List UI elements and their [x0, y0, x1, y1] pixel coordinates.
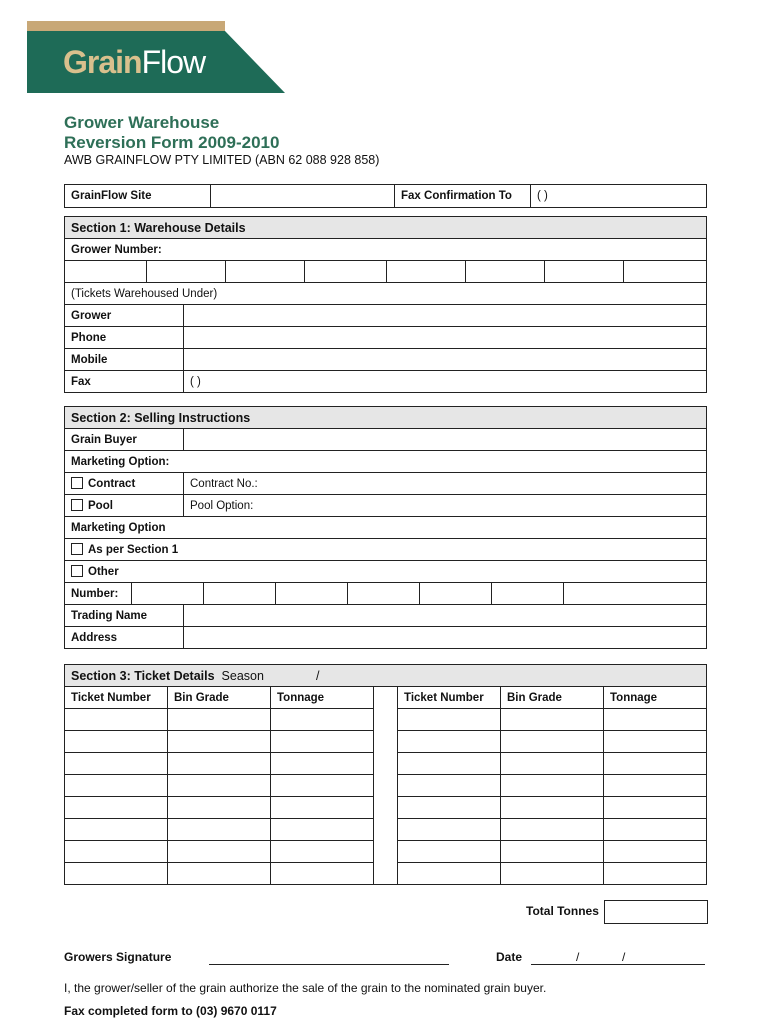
- ticket-cell[interactable]: [604, 775, 707, 797]
- mobile-label: Mobile: [65, 349, 184, 371]
- ticket-cell[interactable]: [65, 753, 168, 775]
- ticket-cell[interactable]: [501, 775, 604, 797]
- tickets-note: (Tickets Warehoused Under): [65, 283, 707, 305]
- contract-no-field[interactable]: Contract No.:: [184, 473, 707, 495]
- grower-number-box[interactable]: [466, 261, 545, 283]
- ticket-cell[interactable]: [168, 731, 271, 753]
- ticket-cell[interactable]: [501, 841, 604, 863]
- ticket-cell[interactable]: [65, 731, 168, 753]
- site-field[interactable]: [211, 185, 395, 208]
- ticket-cell[interactable]: [604, 863, 707, 885]
- section3-table: [64, 664, 707, 885]
- grower-label: Grower: [65, 305, 184, 327]
- phone-label: Phone: [65, 327, 184, 349]
- col-tonnage-2: Tonnage: [604, 687, 707, 709]
- pool-option[interactable]: Pool: [65, 495, 184, 517]
- date-separator-1: /: [576, 950, 580, 964]
- marketing-option-heading: Marketing Option: [65, 517, 707, 539]
- date-label: Date: [496, 950, 523, 964]
- ticket-cell[interactable]: [398, 841, 501, 863]
- ticket-cell[interactable]: [501, 819, 604, 841]
- number-box[interactable]: [276, 583, 348, 605]
- number-box[interactable]: [420, 583, 492, 605]
- ticket-cell[interactable]: [65, 819, 168, 841]
- number-label: Number:: [65, 583, 132, 605]
- ticket-cell[interactable]: [604, 841, 707, 863]
- trading-name-field[interactable]: [184, 605, 707, 627]
- grower-number-box[interactable]: [305, 261, 387, 283]
- date-separator-2: /: [622, 950, 626, 964]
- ticket-cell[interactable]: [604, 819, 707, 841]
- ticket-cell[interactable]: [65, 775, 168, 797]
- contract-option[interactable]: Contract: [65, 473, 184, 495]
- col-bin-grade-2: Bin Grade: [501, 687, 604, 709]
- col-tonnage: Tonnage: [271, 687, 374, 709]
- grower-field[interactable]: [184, 305, 707, 327]
- as-per-checkbox[interactable]: [71, 543, 83, 555]
- ticket-cell[interactable]: [271, 819, 374, 841]
- other-option[interactable]: Other: [65, 561, 707, 583]
- ticket-cell[interactable]: [271, 863, 374, 885]
- as-per-section1-option[interactable]: As per Section 1: [65, 539, 707, 561]
- fax-confirmation-label: Fax Confirmation To: [395, 185, 531, 208]
- number-box[interactable]: [492, 583, 564, 605]
- ticket-cell[interactable]: [501, 709, 604, 731]
- section2-heading: Section 2: Selling Instructions: [65, 407, 707, 429]
- ticket-cell[interactable]: [65, 841, 168, 863]
- ticket-cell[interactable]: [604, 731, 707, 753]
- address-label: Address: [65, 627, 184, 649]
- fax-field[interactable]: ( ): [184, 371, 707, 393]
- ticket-cell[interactable]: [168, 863, 271, 885]
- contract-checkbox[interactable]: [71, 477, 83, 489]
- ticket-cell[interactable]: [398, 709, 501, 731]
- total-tonnes-label: Total Tonnes: [526, 904, 599, 918]
- marketing-option-label: Marketing Option:: [65, 451, 707, 473]
- grain-buyer-field[interactable]: [184, 429, 707, 451]
- ticket-cell[interactable]: [501, 731, 604, 753]
- ticket-cell[interactable]: [65, 863, 168, 885]
- ticket-cell[interactable]: [398, 753, 501, 775]
- ticket-cell[interactable]: [271, 775, 374, 797]
- signature-line[interactable]: [209, 963, 449, 965]
- ticket-cell[interactable]: [604, 709, 707, 731]
- section1-heading: Section 1: Warehouse Details: [65, 217, 707, 239]
- grower-number-boxes: [65, 261, 707, 283]
- grower-number-box[interactable]: [545, 261, 624, 283]
- number-box[interactable]: [564, 583, 707, 605]
- ticket-cell[interactable]: [398, 797, 501, 819]
- col-ticket-number: Ticket Number: [65, 687, 168, 709]
- site-label: GrainFlow Site: [65, 185, 211, 208]
- trading-name-label: Trading Name: [65, 605, 184, 627]
- total-tonnes-field[interactable]: [604, 900, 708, 924]
- ticket-cell[interactable]: [501, 753, 604, 775]
- ticket-cell[interactable]: [168, 819, 271, 841]
- ticket-cell[interactable]: [271, 841, 374, 863]
- address-field[interactable]: [184, 627, 707, 649]
- number-boxes: [65, 583, 707, 605]
- section1-table: [64, 216, 707, 393]
- ticket-cell[interactable]: [65, 797, 168, 819]
- grain-buyer-label: Grain Buyer: [65, 429, 184, 451]
- grower-number-box[interactable]: [147, 261, 226, 283]
- fax-instructions: Fax completed form to (03) 9670 0117: [64, 1004, 277, 1018]
- col-ticket-number-2: Ticket Number: [398, 687, 501, 709]
- grower-number-box[interactable]: [226, 261, 305, 283]
- fax-confirmation-field[interactable]: ( ): [531, 185, 707, 208]
- ticket-cell[interactable]: [168, 775, 271, 797]
- grower-number-label: Grower Number:: [65, 239, 707, 261]
- other-checkbox[interactable]: [71, 565, 83, 577]
- column-gap: [374, 687, 398, 885]
- grainflow-logo: GrainFlow: [63, 44, 206, 80]
- mobile-field[interactable]: [184, 349, 707, 371]
- section2-table: [64, 406, 707, 649]
- growers-signature-label: Growers Signature: [64, 950, 172, 964]
- ticket-cell[interactable]: [398, 731, 501, 753]
- ticket-cell[interactable]: [168, 797, 271, 819]
- grower-number-box[interactable]: [65, 261, 147, 283]
- ticket-cell[interactable]: [604, 797, 707, 819]
- pool-option-field[interactable]: Pool Option:: [184, 495, 707, 517]
- ticket-cell[interactable]: [271, 731, 374, 753]
- ticket-cell[interactable]: [271, 797, 374, 819]
- page-title: Grower Warehouse Reversion Form 2009-2010: [64, 113, 280, 152]
- col-bin-grade: Bin Grade: [168, 687, 271, 709]
- section3-heading: Section 3: Ticket Details Season /: [65, 665, 707, 687]
- ticket-cell[interactable]: [271, 753, 374, 775]
- ticket-cell[interactable]: [271, 709, 374, 731]
- phone-field[interactable]: [184, 327, 707, 349]
- site-table: [64, 184, 707, 208]
- number-box[interactable]: [348, 583, 420, 605]
- ticket-cell[interactable]: [168, 753, 271, 775]
- ticket-cell[interactable]: [168, 709, 271, 731]
- ticket-cell[interactable]: [398, 863, 501, 885]
- season-label: Season: [221, 668, 264, 683]
- grower-number-box[interactable]: [624, 261, 707, 283]
- ticket-cell[interactable]: [398, 775, 501, 797]
- ticket-cell[interactable]: [168, 841, 271, 863]
- ticket-cell[interactable]: [604, 753, 707, 775]
- ticket-cell[interactable]: [501, 797, 604, 819]
- fax-label: Fax: [65, 371, 184, 393]
- ticket-cell[interactable]: [398, 819, 501, 841]
- date-line[interactable]: [531, 963, 705, 965]
- ticket-cell[interactable]: [65, 709, 168, 731]
- authorization-statement: I, the grower/seller of the grain authorize the sale of the grain to the nominated grain buyer.: [64, 981, 547, 995]
- ticket-cell[interactable]: [501, 863, 604, 885]
- number-box[interactable]: [132, 583, 204, 605]
- company-line: AWB GRAINFLOW PTY LIMITED (ABN 62 088 928 858): [64, 153, 380, 167]
- number-box[interactable]: [204, 583, 276, 605]
- grower-number-box[interactable]: [387, 261, 466, 283]
- season-separator: /: [315, 668, 320, 683]
- pool-checkbox[interactable]: [71, 499, 83, 511]
